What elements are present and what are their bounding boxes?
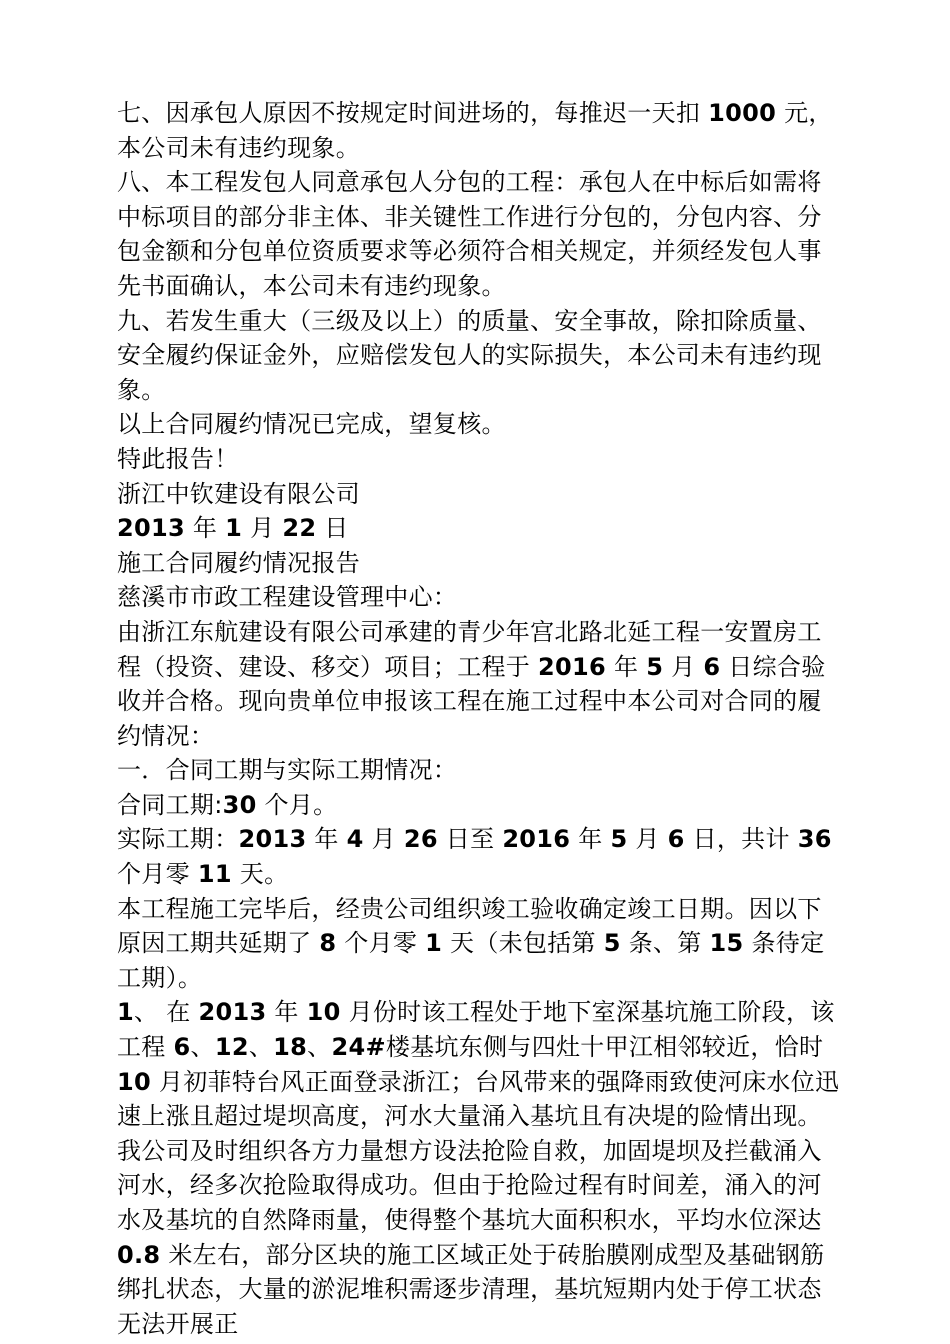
numeric-text: 26 xyxy=(403,825,438,854)
paragraph-clause-7: 七、因承包人原因不按规定时间进场的，每推迟一天扣 1000 元，本公司未有违约现象。 xyxy=(117,99,833,162)
company-signature: 浙江中钦建设有限公司 xyxy=(117,479,360,508)
numeric-text: 18 xyxy=(273,1033,308,1062)
numeric-text: 36 xyxy=(797,825,832,854)
paragraph-clause-8: 八、本工程发包人同意承包人分包的工程：承包人在中标后如需将中标项目的部分非主体、非关键性工作进行分包的，分包内容、分包金额和分包单位资质要求等必须符合相关规定，并须经发包人事先书面确认，本公司未有违约现象。 xyxy=(117,168,822,300)
numeric-text: 1000 xyxy=(708,99,777,127)
paragraph-clause-9: 九、若发生重大（三级及以上）的质量、安全事故，除扣除质量、安全履约保证金外，应赔偿发包人的实际损失，本公司未有违约现象。 xyxy=(117,306,822,404)
paragraph-closing: 特此报告！ xyxy=(117,444,239,473)
numeric-text: 1 xyxy=(117,998,134,1027)
contract-duration: 合同工期:30 个月。 xyxy=(117,790,338,819)
paragraph-delay-item-1: 1、 在 2013 年 10 月份时该工程处于地下室深基坑施工阶段，该工程 6、12、18、24#楼基坑东侧与四灶十甲江相邻较近，恰时 10 月初菲特台风正面登录浙江；台风带来的强降雨致使河床水位迅速上涨且超过堤坝高度，河水大量涌入基坑且有决堤的险情出现。我公司及时组织各方力量想方设法抢险自救，加固堤坝及拦截涌入河水，经多次抢险取得成功。但由于抢险过程有时间差，涌入的河水及基坑的自然降雨量，使得整个基坑大面积积水，平均水位深达 0.8 米左右，部分区块的施工区域正处于砖胎膜刚成型及基础钢筋绑扎状态，大量的淤泥堆积需逐步清理，基坑短期内处于停工状态无法开展正 xyxy=(117,998,840,1338)
numeric-text: 24# xyxy=(331,1033,386,1062)
numeric-text: 5 xyxy=(610,825,628,854)
paragraph-summary: 以上合同履约情况已完成，望复核。 xyxy=(117,410,506,439)
numeric-text: 1 xyxy=(225,514,243,543)
document-body xyxy=(117,96,842,1341)
section-heading-schedule: 一．合同工期与实际工期情况： xyxy=(117,756,458,785)
paragraph-delay-summary: 本工程施工完毕后，经贵公司组织竣工验收确定竣工日期。因以下原因工期共延期了 8 个月零 1 天（未包括第 5 条、第 15 条待定工期）。 xyxy=(117,894,825,992)
numeric-text: 10 xyxy=(306,998,341,1027)
numeric-text: 2016 xyxy=(538,652,607,681)
numeric-text: 8 xyxy=(319,929,337,958)
numeric-text: 6 xyxy=(173,1033,191,1062)
numeric-text: 0.8 xyxy=(117,1240,161,1269)
numeric-text: 1 xyxy=(425,929,443,958)
numeric-text: 11 xyxy=(197,860,232,889)
numeric-text: 2013 xyxy=(198,998,267,1027)
numeric-text: 6 xyxy=(703,652,721,681)
numeric-text: 5 xyxy=(603,929,621,958)
numeric-text: 5 xyxy=(646,652,664,681)
numeric-text: 2013 xyxy=(238,825,307,854)
numeric-text: 2013 xyxy=(117,514,185,543)
report-title: 施工合同履约情况报告 xyxy=(117,548,360,577)
numeric-text: 4 xyxy=(346,825,364,854)
recipient-line: 慈溪市市政工程建设管理中心： xyxy=(117,583,458,612)
paragraph-intro: 由浙江东航建设有限公司承建的青少年宫北路北延工程一安置房工程（投资、建设、移交）项目；工程于 2016 年 5 月 6 日综合验收并合格。现向贵单位申报该工程在施工过程中本公司对合同的履约情况： xyxy=(117,617,826,750)
numeric-text: 10 xyxy=(117,1067,151,1096)
actual-duration: 实际工期：2013 年 4 月 26 日至 2016 年 5 月 6 日，共计 36 个月零 11 天。 xyxy=(117,825,832,889)
signature-date: 2013 年 1 月 22 日 xyxy=(117,514,349,543)
numeric-text: 22 xyxy=(282,514,317,543)
numeric-text: 30 xyxy=(222,790,257,819)
numeric-text: 12 xyxy=(214,1033,249,1062)
numeric-text: 15 xyxy=(709,929,744,958)
numeric-text: 2016 xyxy=(502,825,571,854)
numeric-text: 6 xyxy=(667,825,685,854)
